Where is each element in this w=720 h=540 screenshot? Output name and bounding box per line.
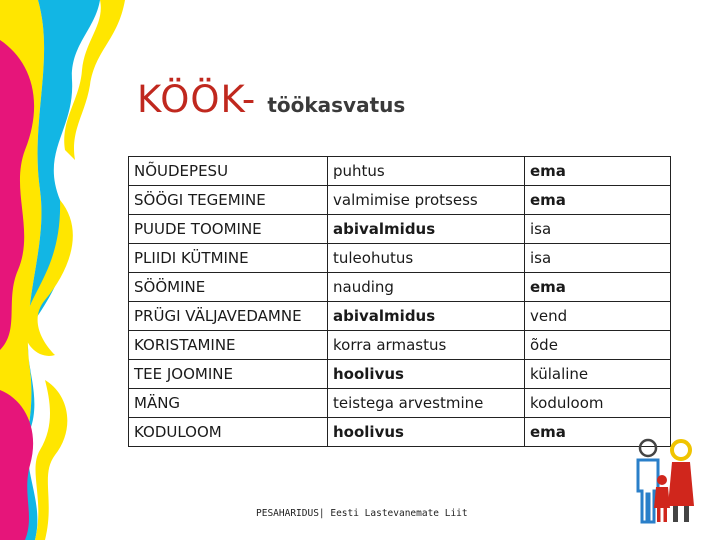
table-row bbox=[129, 215, 671, 244]
person-cell: ema bbox=[525, 273, 671, 302]
table-row bbox=[129, 418, 671, 447]
table-row bbox=[129, 273, 671, 302]
decorative-colored-shapes bbox=[0, 0, 130, 540]
activity-cell: PRÜGI VÄLJAVEDAMNE bbox=[129, 302, 328, 331]
value-cell: valmimise protsess bbox=[328, 186, 525, 215]
page-title bbox=[137, 78, 405, 121]
activity-cell: MÄNG bbox=[129, 389, 328, 418]
person-cell: koduloom bbox=[525, 389, 671, 418]
activity-cell: TEE JOOMINE bbox=[129, 360, 328, 389]
activity-cell: PLIIDI KÜTMINE bbox=[129, 244, 328, 273]
activity-cell: KORISTAMINE bbox=[129, 331, 328, 360]
activity-cell: SÖÖMINE bbox=[129, 273, 328, 302]
title-main: KÖÖK- bbox=[137, 78, 257, 121]
value-cell: teistega arvestmine bbox=[328, 389, 525, 418]
footer-credit: PESAHARIDUS| Eesti Lastevanemate Liit bbox=[256, 508, 468, 519]
person-cell: külaline bbox=[525, 360, 671, 389]
table-row bbox=[129, 244, 671, 273]
table-row bbox=[129, 360, 671, 389]
activity-cell: KODULOOM bbox=[129, 418, 328, 447]
value-cell: nauding bbox=[328, 273, 525, 302]
table-row bbox=[129, 331, 671, 360]
person-cell: ema bbox=[525, 418, 671, 447]
activity-cell: SÖÖGI TEGEMINE bbox=[129, 186, 328, 215]
family-illustration-icon bbox=[624, 436, 704, 526]
table-row bbox=[129, 302, 671, 331]
title-subtitle: töökasvatus bbox=[267, 93, 406, 117]
person-cell: ema bbox=[525, 186, 671, 215]
person-cell: isa bbox=[525, 215, 671, 244]
person-cell: vend bbox=[525, 302, 671, 331]
table-row bbox=[129, 157, 671, 186]
table-row bbox=[129, 186, 671, 215]
value-cell: hoolivus bbox=[328, 418, 525, 447]
value-cell: abivalmidus bbox=[328, 215, 525, 244]
value-cell: korra armastus bbox=[328, 331, 525, 360]
value-cell: abivalmidus bbox=[328, 302, 525, 331]
value-cell: hoolivus bbox=[328, 360, 525, 389]
value-cell: tuleohutus bbox=[328, 244, 525, 273]
activity-cell: NÕUDEPESU bbox=[129, 157, 328, 186]
activity-cell: PUUDE TOOMINE bbox=[129, 215, 328, 244]
person-cell: ema bbox=[525, 157, 671, 186]
table-row bbox=[129, 389, 671, 418]
person-cell: isa bbox=[525, 244, 671, 273]
value-cell: puhtus bbox=[328, 157, 525, 186]
person-cell: õde bbox=[525, 331, 671, 360]
activity-values-table bbox=[128, 156, 671, 447]
